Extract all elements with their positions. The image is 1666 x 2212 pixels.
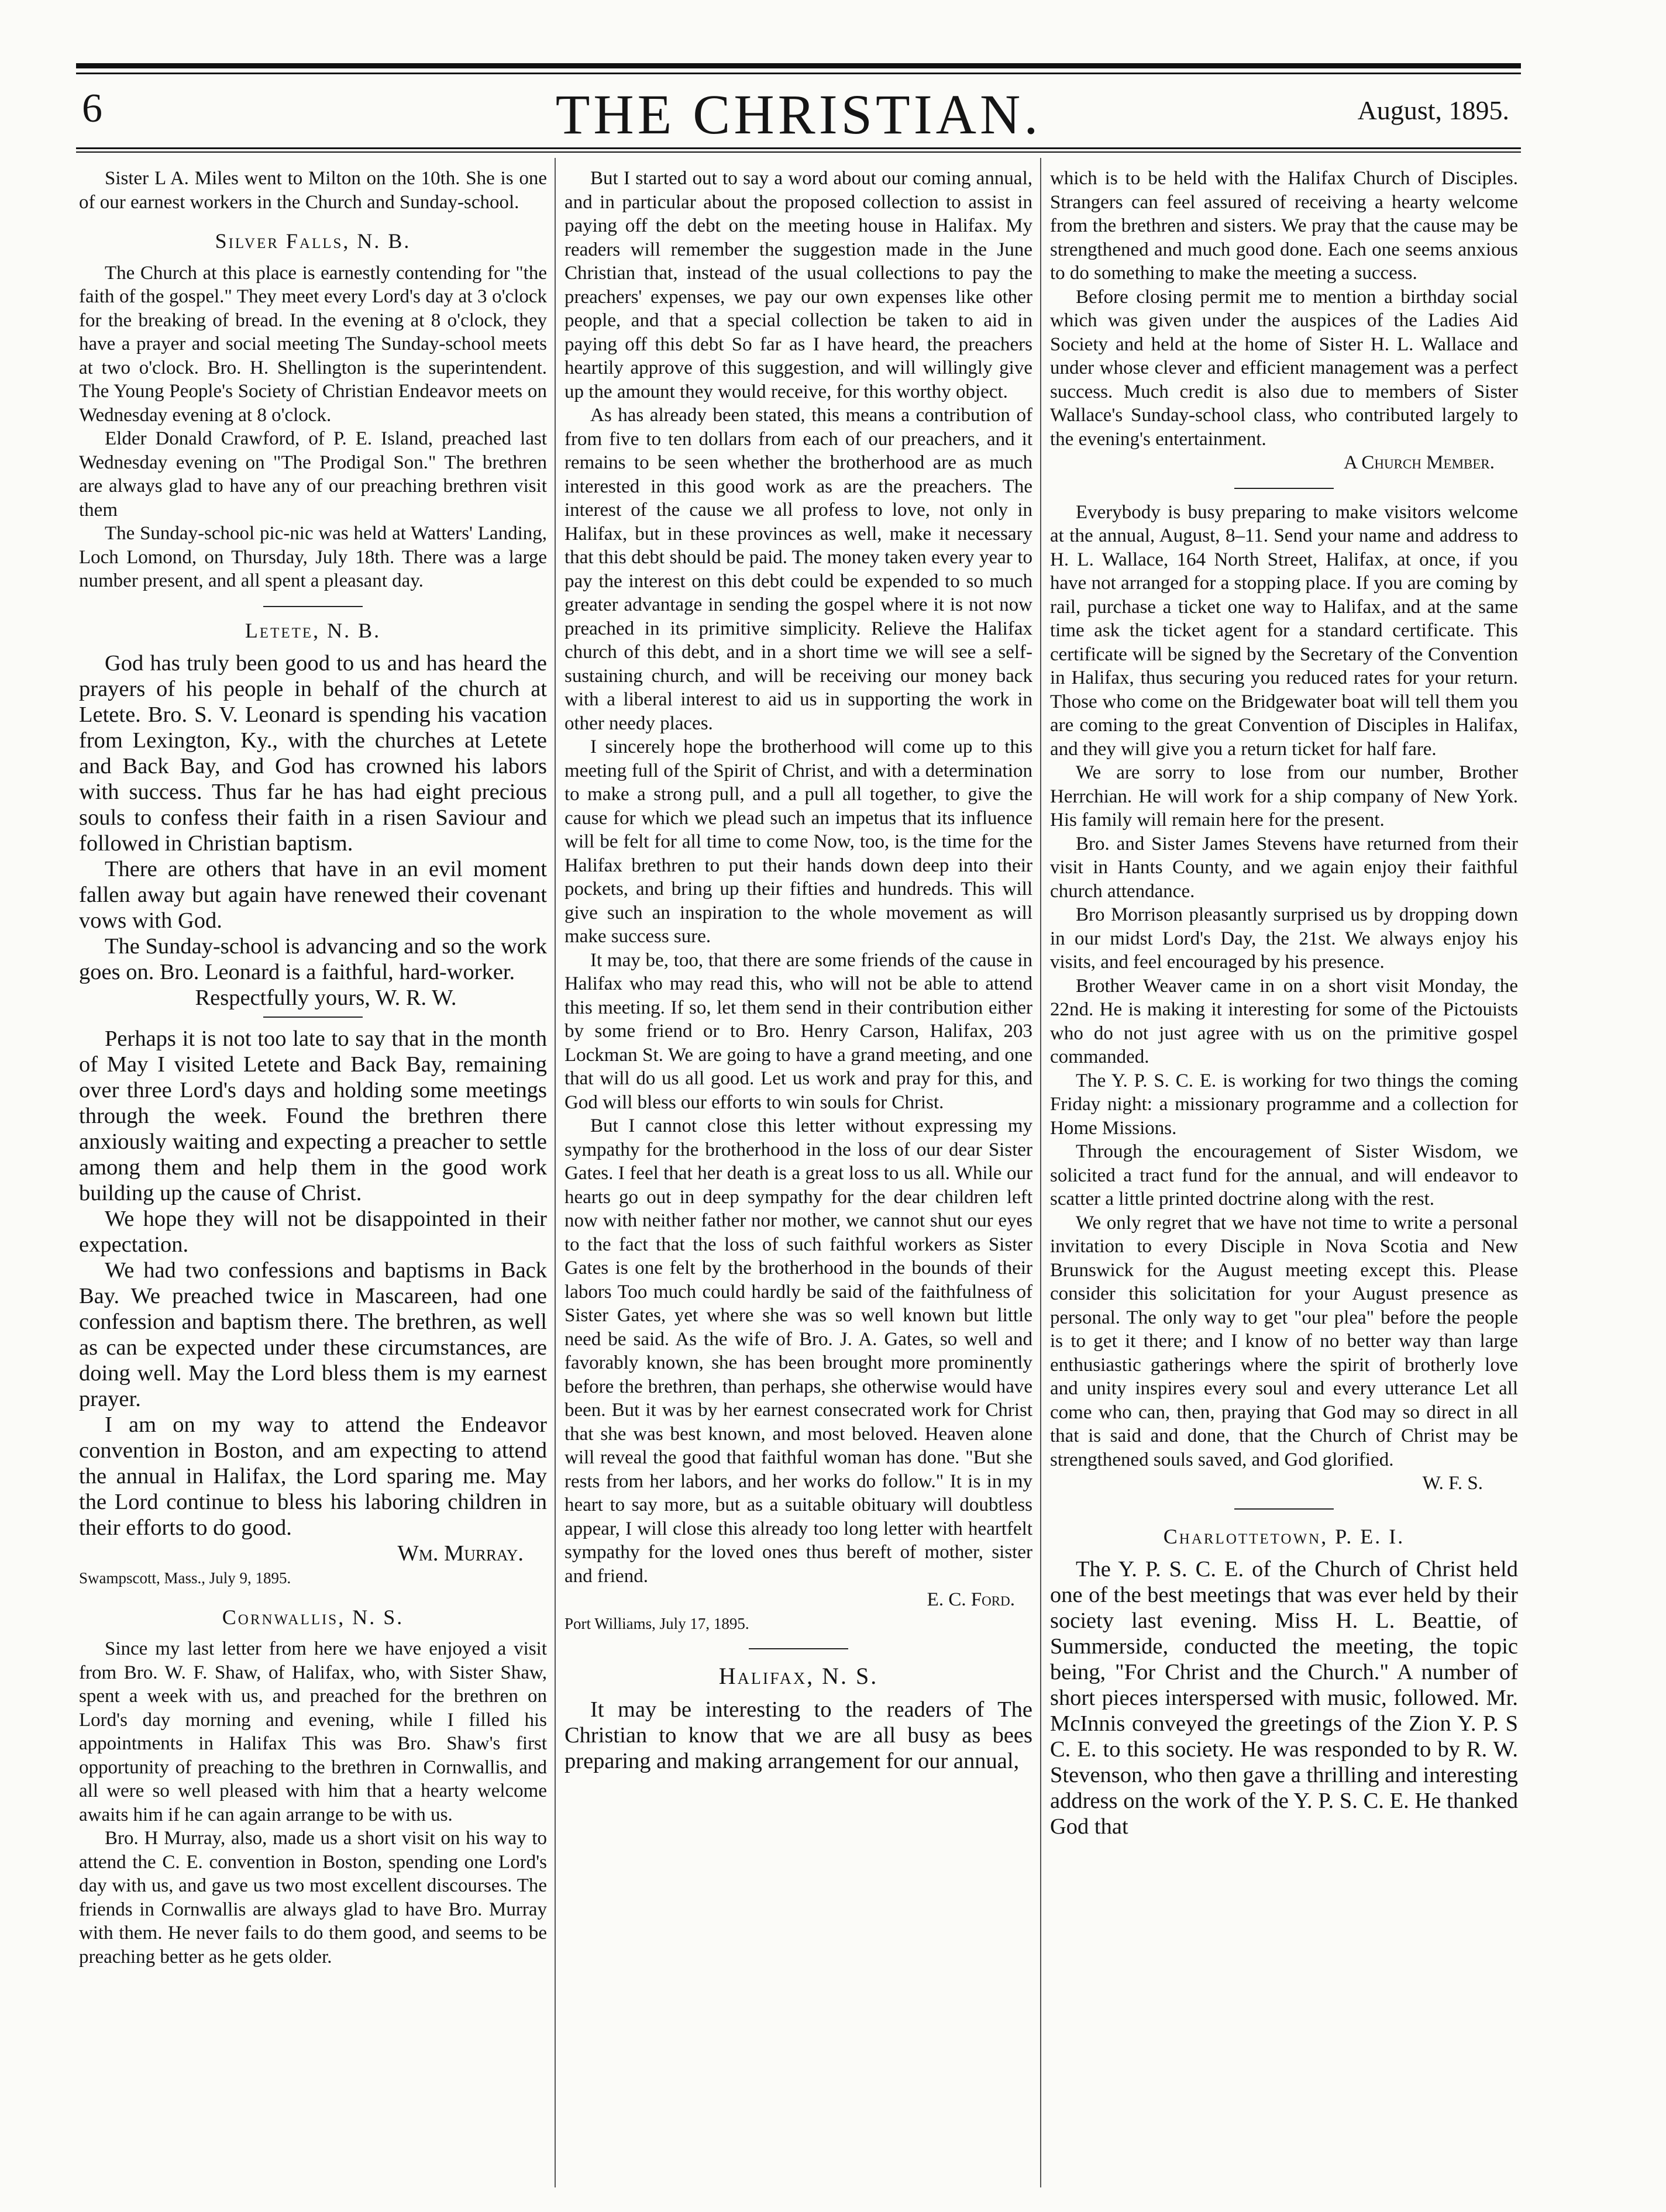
page-number: 6 xyxy=(82,86,102,131)
article-paragraph: Perhaps it is not too late to say that in the month of May I visited Letete and Back Bay, remaining over three Lord's days and holding some meetings through the week. Found the brethren there anxiously waiting and expecting a preacher to settle among them and help them in the good work building up the cause of Christ. xyxy=(79,1026,547,1205)
issue-date: August, 1895. xyxy=(1357,95,1509,125)
masthead-rule-2 xyxy=(76,151,1521,153)
article-paragraph: which is to be held with the Halifax Church of Disciples. Strangers can feel assured of receiving a hearty welcome from the brethren and sisters. We pray that the cause may be strengthened and much good done. Each one seems anxious to do something to make the meeting a success. xyxy=(1050,168,1518,284)
article-paragraph: Before closing permit me to mention a birthday social which was given under the auspices of the Ladies Aid Society and held at the home of Sister H. L. Wallace and under whose clever and efficient management was a perfect success. Much credit is also due to members of Sister Wallace's Sunday-school class, who contributed largely to the evening's entertainment. xyxy=(1050,286,1518,450)
article-paragraph: Through the encouragement of Sister Wisdom, we solicited a tract fund for the annual, and will endeavor to scatter a little printed doctrine along with the rest. xyxy=(1050,1141,1518,1210)
article-paragraph: The Sunday-school is advancing and so the work goes on. Bro. Leonard is a faithful, hard-worker. xyxy=(79,934,547,984)
section-heading-halifax: Halifax, N. S. xyxy=(718,1663,879,1689)
article-paragraph: Bro. and Sister James Stevens have returned from their visit in Hants County, and we again enjoy their faithful church attendance. xyxy=(1050,833,1518,902)
section-divider xyxy=(263,606,363,607)
article-paragraph: The Church at this place is earnestly contending for "the faith of the gospel." They meet every Lord's day at 3 o'clock for the breaking of bread. In the evening at 8 o'clock, they have a prayer and social meeting The Sunday-school meets at two o'clock. Bro. H. Shellington is the superintendent. The Young People's Society of Christian Endeavor meets on Wednesday evening at 8 o'clock. xyxy=(79,262,547,426)
article-paragraph: We only regret that we have not time to write a personal invitation to every Disciple in Nova Scotia and New Brunswick for the August meeting except this. Please consider this solicitation for your August presence as personal. The only way to get "our plea" before the people is to get it there; and I know of no better way than large enthusiastic gatherings where the spirit of brotherly love and unity inspires every soul and every utterance Let all come who can, then, praying that God may so direct in all that is said and done, that the Church of Christ may be strengthened souls saved, and God glorified. xyxy=(1050,1212,1518,1470)
masthead-rule-1 xyxy=(76,147,1521,149)
article-paragraph: Sister L A. Miles went to Milton on the 10th. She is one of our earnest workers in the Church and Sunday-school. xyxy=(79,168,547,213)
article-paragraph: We had two confessions and baptisms in Back Bay. We preached twice in Mascareen, had one confession and baptism there. The brethren, as well as can be expected under these circumstances, are doing well. May the Lord bless them is my earnest prayer. xyxy=(79,1258,547,1411)
article-paragraph: We are sorry to lose from our number, Brother Herrchian. He will work for a ship company of New York. His family will remain here for the present. xyxy=(1050,762,1518,831)
section-divider xyxy=(749,1648,848,1649)
masthead xyxy=(76,82,1521,146)
top-thin-rule xyxy=(76,73,1521,74)
article-paragraph: The Y. P. S. C. E. of the Church of Christ held one of the best meetings that was ever held by their society last evening. Miss H. L. Beattie, of Summerside, conducted the meeting, the topic being, "For Christ and the Church." A number of short pieces interspersed with music, followed. Mr. McInnis conveyed the greetings of the Zion Y. P. S C. E. to this society. He was responded to by R. W. Stevenson, who then gave a thrilling and interesting address on the work of the Y. P. S. C. E. He thanked God that xyxy=(1050,1557,1518,1839)
top-thick-rule xyxy=(76,63,1521,68)
signature: E. C. Ford. xyxy=(927,1589,1015,1610)
section-divider xyxy=(1234,1508,1334,1510)
article-paragraph: God has truly been good to us and has heard the prayers of his people in behalf of the church at Letete. Bro. S. V. Leonard is spending his vacation from Lexington, Ky., with the churches at Letete and Back Bay, and God has crowned his labors with success. Thus far he has had eight precious souls to confess their faith in a risen Saviour and followed in Christian baptism. xyxy=(79,651,547,856)
column-1 xyxy=(79,167,547,2179)
section-heading-charlottetown: Charlottetown, P. E. I. xyxy=(1163,1524,1405,1548)
column-divider-1 xyxy=(555,158,556,2187)
section-divider xyxy=(263,1017,363,1018)
article-paragraph: Brother Weaver came in on a short visit Monday, the 22nd. He is making it interesting for some of the Pictouists who do not just agree with us on the primitive gospel commanded. xyxy=(1050,975,1518,1067)
column-3 xyxy=(1050,167,1518,2179)
article-paragraph: Everybody is busy preparing to make visitors welcome at the annual, August, 8–11. Send your name and address to H. L. Wallace, 164 North Street, Halifax, at once, if you have not arranged for a stopping place. If you are coming by rail, purchase a ticket one way to Halifax, and at the same time ask the ticket agent for a standard certificate. This certificate will be signed by the Secretary of the Convention in Halifax, thus securing you reduced rates for your return. Those who come on the Bridgewater boat will tell them you are coming to the great Convention of Disciples in Halifax, and they will give you a return ticket for half fare. xyxy=(1050,501,1518,760)
article-paragraph: Since my last letter from here we have enjoyed a visit from Bro. W. F. Shaw, of Halifax, who, with Sister Shaw, spent a week with us, and preached for the brethren on Lord's day morning and evening, while I filled his appointments in Halifax This was Bro. Shaw's first opportunity of preaching to the brethren in Cornwallis, and all were so well pleased with him that a hearty welcome awaits him if he can again arrange to be with us. xyxy=(79,1638,547,1825)
article-paragraph: Elder Donald Crawford, of P. E. Island, preached last Wednesday evening on "The Prodigal Son." The brethren are always glad to have any of our preaching brethren visit them xyxy=(79,428,547,521)
article-paragraph: But I started out to say a word about our coming annual, and in particular about the proposed collection to assist in paying off the debt on the meeting house in Halifax. My readers will remember the suggestion made in the June Christian that, instead of the usual collections to pay the preachers' expenses, we pay our own expenses like other people, and that a special collection be taken to aid in paying off this debt So far as I have heard, the preachers heartily approve of this suggestion, and will willingly give up the amount they would receive, for this worthy object. xyxy=(564,168,1032,402)
column-2 xyxy=(564,167,1032,2179)
article-paragraph: As has already been stated, this means a contribution of from five to ten dollars from each of our preachers, and it remains to be seen whether the brotherhood are as much interested in this good work as are the preachers. The interest of the cause we all profess to love, not only in Halifax, but in these provinces as well, make it necessary that this debt should be paid. The money taken every year to pay the interest on this debt could be expended to so much greater advantage in sending the gospel where it is not now preached in its primitive simplicity. Relieve the Halifax church of this debt, and in a short time we will see a self-sustaining church, and will be receiving our money back with a liberal interest to aid us in supporting the work in other needy places. xyxy=(564,405,1032,734)
signature: Respectfully yours, W. R. W. xyxy=(195,986,457,1010)
newspaper-title: THE CHRISTIAN. xyxy=(555,83,1042,146)
article-paragraph: Bro. H Murray, also, made us a short visit on his way to attend the C. E. convention in Boston, spending one Lord's day with us, and gave us two most excellent discourses. The friends in Cornwallis are always glad to have Bro. Murray with them. He never fails to do them good, and seems to be preaching better as he gets older. xyxy=(79,1828,547,1968)
section-heading-silver-falls: Silver Falls, N. B. xyxy=(215,229,411,253)
article-paragraph: There are others that have in an evil moment fallen away but again have renewed their covenant vows with God. xyxy=(79,857,547,933)
article-paragraph: But I cannot close this letter without expressing my sympathy for the brotherhood in the loss of our dear Sister Gates. I feel that her death is a great loss to us all. While our hearts go out in deep sympathy for the dear children left now with neither father nor mother, we cannot shut our eyes to the fact that the loss of such faithful workers as Sister Gates is one felt by the brotherhood in the bounds of their labors Too much could hardly be said of the faithfulness of Sister Gates, yet where she was so well known but little need be said. As the wife of Bro. J. A. Gates, so well and favorably known, she has been brought more prominently before the brethren, than perhaps, she otherwise would have been. But it was by her earnest consecrated work for Christ that she was best known, and most beloved. Heaven alone will reveal the good that faithful woman has done. "But she rests from her labors, and her works do follow." It is in my heart to say more, but as a suitable obituary will doubtless appear, I will close this already too long letter with heartfelt sympathy for the loved ones thus bereft of mother, sister and friend. xyxy=(564,1115,1032,1587)
section-divider xyxy=(1234,488,1334,489)
dateline: Port Williams, July 17, 1895. xyxy=(564,1614,749,1632)
article-paragraph: It may be, too, that there are some friends of the cause in Halifax who may read this, who will not be able to attend this meeting. If so, let them send in their contribution either by some friend or to Bro. Henry Carson, Halifax, 203 Lockman St. We are going to have a grand meeting, and one that will do us all good. Let us work and pray for this, and God will bless our efforts to win souls for Christ. xyxy=(564,949,1032,1113)
signature: W. F. S. xyxy=(1422,1473,1483,1494)
article-paragraph: Bro Morrison pleasantly surprised us by dropping down in our midst Lord's Day, the 21st. We always enjoy his visits, and feel encouraged by his presence. xyxy=(1050,904,1518,973)
article-paragraph: I sincerely hope the brotherhood will come up to this meeting full of the Spirit of Christ, and with a determination to make a strong pull, and a pull all together, to give the cause for which we plead such an impetus that its influence will be felt for all time to come Now, too, is the time for the Halifax brethren to put their hands down deep into their pockets, and bring up their fifties and hundreds. This will give such an inspiration to the whole movement as will make success sure. xyxy=(564,736,1032,947)
article-paragraph: I am on my way to attend the Endeavor convention in Boston, and am expecting to attend the annual in Halifax, the Lord sparing me. May the Lord continue to bless his laboring children in their efforts to do good. xyxy=(79,1412,547,1540)
signature: A Church Member. xyxy=(1344,452,1495,473)
section-heading-cornwallis: Cornwallis, N. S. xyxy=(222,1605,404,1629)
article-paragraph: It may be interesting to the readers of The Christian to know that we are all busy as bees preparing and making arrangement for our annual, xyxy=(564,1697,1032,1773)
signature: Wm. Murray. xyxy=(397,1541,524,1566)
article-paragraph: The Y. P. S. C. E. is working for two things the coming Friday night: a missionary programme and a collection for Home Missions. xyxy=(1050,1070,1518,1139)
article-paragraph: We hope they will not be disappointed in their expectation. xyxy=(79,1207,547,1257)
section-heading-letete: Letete, N. B. xyxy=(245,618,381,642)
article-paragraph: The Sunday-school pic-nic was held at Watters' Landing, Loch Lomond, on Thursday, July 18th. There was a large number present, and all spent a pleasant day. xyxy=(79,523,547,591)
column-divider-2 xyxy=(1040,158,1041,2187)
dateline: Swampscott, Mass., July 9, 1895. xyxy=(79,1569,291,1587)
